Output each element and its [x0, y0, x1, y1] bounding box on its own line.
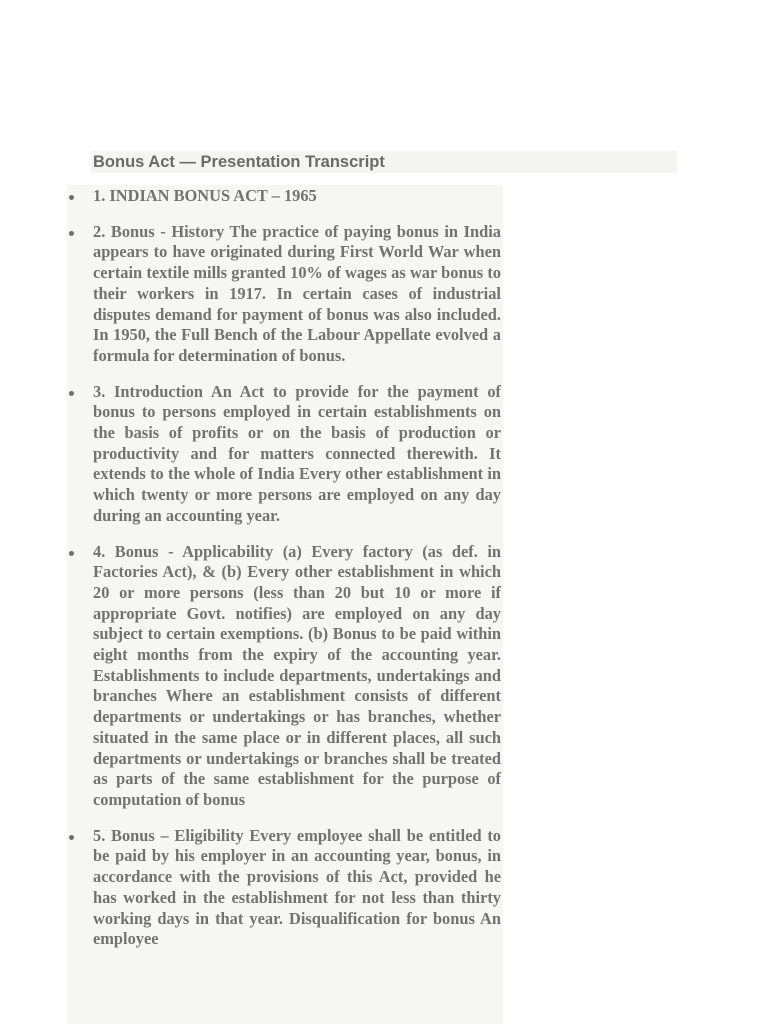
list-item-text: 1. INDIAN BONUS ACT – 1965 — [93, 186, 317, 205]
list-item-text: 2. Bonus - History The practice of paying bonus in India appears to have originated during First World War when certain textile mills granted 10% of wages as war bonus to their workers in 1917. In certain cases of industrial disputes demand for payment of bonus was also included. In 1950, the Full Bench of the Labour Appellate evolved a formula for determination of bonus. — [93, 221, 501, 365]
transcript-list — [0, 186, 501, 965]
bullet-icon — [69, 391, 74, 396]
list-item — [0, 826, 501, 950]
page-title: Bonus Act — Presentation Transcript — [93, 153, 385, 171]
list-item-text: 4. Bonus - Applicability (a) Every factory (as def. in Factories Act), & (b) Every other establishment in which 20 or more persons (less than 20 but 10 or more if appropriate Govt. notifies) are employed on any day subject to certain exemptions. (b) Bonus to be paid within eight months from the expiry of the accounting year. Establishments to include departments, undertakings and branches Where an establishment consists of different departments or undertakings or has branches, whether situated in the same place or in different places, all such departments or undertakings or branches shall be treated as parts of the same establishment for the purpose of computation of bonus — [93, 541, 501, 809]
bullet-icon — [69, 551, 74, 556]
bullet-icon — [69, 195, 74, 200]
list-item — [0, 186, 501, 207]
list-item-text: 3. Introduction An Act to provide for the payment of bonus to persons employed in certain establishments on the basis of profits or on the basis of production or productivity and for matters connected therewith. It extends to the whole of India Every other establishment in which twenty or more persons are employed on any day during an accounting year. — [93, 381, 501, 525]
bullet-icon — [69, 231, 74, 236]
list-item — [0, 382, 501, 527]
list-item-text: 5. Bonus – Eligibility Every employee shall be entitled to be paid by his employer in an accounting year, bonus, in accordance with the provisions of this Act, provided he has worked in the establishment for not less than thirty working days in that year. Disqualification for bonus An employee — [93, 825, 501, 949]
list-item — [0, 542, 501, 811]
list-item — [0, 222, 501, 367]
bullet-icon — [69, 835, 74, 840]
